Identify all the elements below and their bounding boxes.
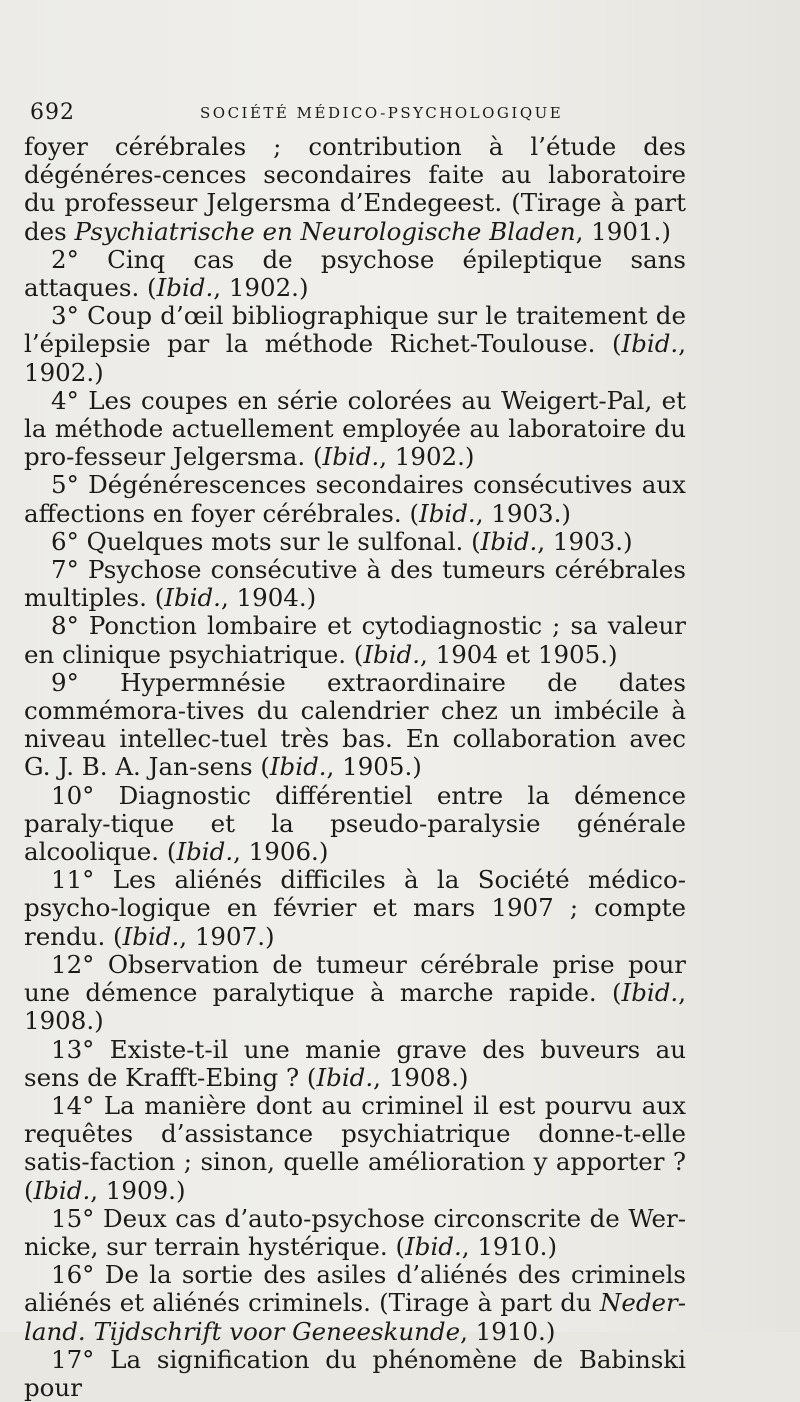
bibliography-entry: 9° Hypermnésie extraordinaire de dates commémora-tives du calendrier chez un imbécile à niveau intellec-tuel très bas. En collaboration avec G. J. B. A. Jan-sens (Ibid., 1905.) xyxy=(24,667,686,782)
bibliography-entry: 17° La signification du phénomène de Babinski pour xyxy=(24,1344,686,1402)
continuation-paragraph: foyer cérébrales ; contribution à l’étude des dégénéres-cences secondaires faite au laboratoire du professeur Jelgersma d’Endegeest. (Tirage à part des Psychiatrische en Neurologische Bladen, 1901.) xyxy=(24,132,686,246)
bibliography-entry: 4° Les coupes en série colorées au Weigert-Pal, et la méthode actuellement employée au laboratoire du pro-fesseur Jelgersma. (Ibid., 1902.) xyxy=(24,385,686,472)
bibliography-entry: 5° Dégénérescences secondaires consécutives aux affections en foyer cérébrales. (Ibid., 1903.) xyxy=(24,470,686,528)
bibliography-entry: 10° Diagnostic différentiel entre la démence paraly-tique et la pseudo-paralysie générale alcoolique. (Ibid., 1906.) xyxy=(24,780,686,867)
bibliography-entry: 13° Existe-t-il une manie grave des buveurs au sens de Krafft-Ebing ? (Ibid., 1908.) xyxy=(24,1034,686,1092)
bibliography-entry: 12° Observation de tumeur cérébrale prise pour une démence paralytique à marche rapide. (Ibid., 1908.) xyxy=(24,949,686,1036)
page-header xyxy=(30,100,720,132)
bibliography-entry: 2° Cinq cas de psychose épileptique sans attaques. (Ibid., 1902.) xyxy=(24,244,686,303)
bibliography-entry: 14° La manière dont au criminel il est pourvu aux requêtes d’assistance psychiatrique donne-t-elle satis-faction ; sinon, quelle amélioration y apporter ? (Ibid., 1909.) xyxy=(24,1090,686,1205)
bibliography-entry: 16° De la sortie des asiles d’aliénés des criminels aliénés et aliénés criminels. (Tirage à part du Neder-land. Tijdschrift voor Geneeskunde, 1910.) xyxy=(24,1260,686,1346)
bibliography-entry: 3° Coup d’œil bibliographique sur le traitement de l’épilepsie par la méthode Richet-Toulouse. (Ibid., 1902.) xyxy=(24,301,686,387)
bibliography-entry: 11° Les aliénés difficiles à la Société médico-psycho-logique en février et mars 1907 ; compte rendu. (Ibid., 1907.) xyxy=(24,865,686,951)
bibliography-entry: 7° Psychose consécutive à des tumeurs cérébrales multiples. (Ibid., 1904.) xyxy=(24,555,686,613)
bibliography-entry: 8° Ponction lombaire et cytodiagnostic ; sa valeur en clinique psychiatrique. (Ibid., 1904 et 1905.) xyxy=(24,611,686,669)
page-number: 692 xyxy=(30,100,75,125)
body-text xyxy=(24,133,686,1402)
running-title: SOCIÉTÉ MÉDICO-PSYCHOLOGIQUE xyxy=(200,104,564,122)
bibliography-entry: 6° Quelques mots sur le sulfonal. (Ibid., 1903.) xyxy=(51,526,633,556)
bibliography-entry: 15° Deux cas d’auto-psychose circonscrite de Wer-nicke, sur terrain hystérique. (Ibid., 1910.) xyxy=(24,1203,686,1261)
